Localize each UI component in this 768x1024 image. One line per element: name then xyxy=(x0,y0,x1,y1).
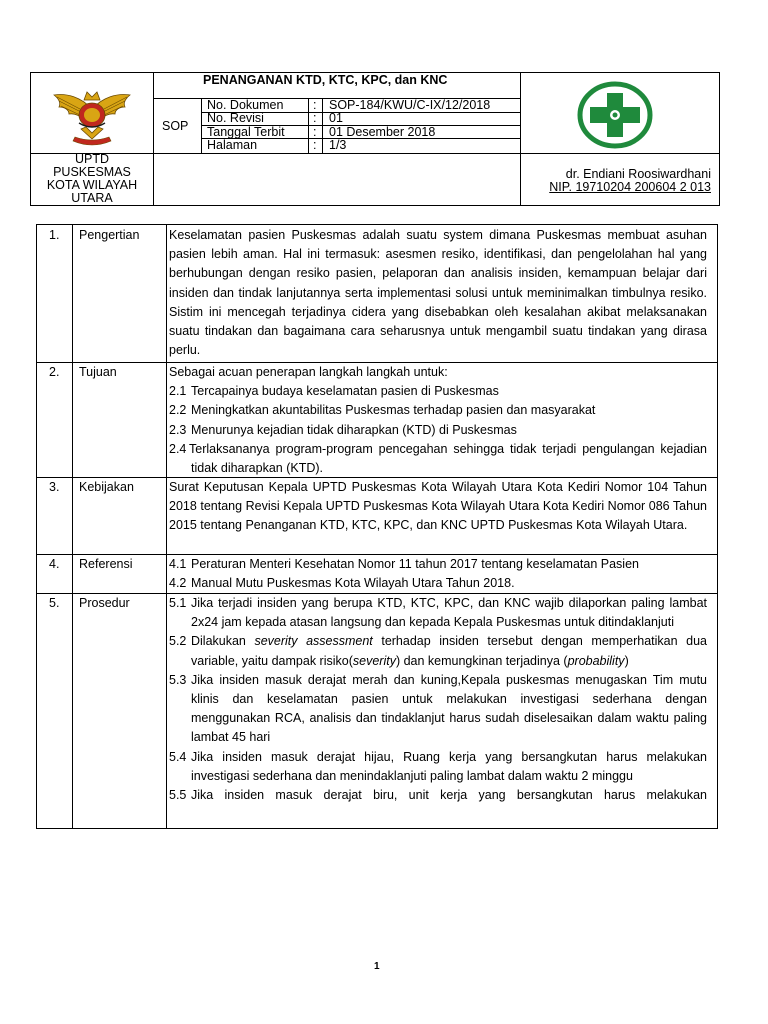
document-type: SOP xyxy=(162,119,189,133)
list-item: 5.4 Jika insiden masuk derajat hijau, Ruang kerja yang bersangkutan harus melakukan investigasi sederhana dan menindaklanjuti paling lambat dalam waktu 2 minggu xyxy=(169,749,707,783)
divider xyxy=(153,153,520,154)
unit-name: UPTD PUSKESMAS KOTA WILAYAH UTARA xyxy=(46,152,138,205)
page-number: 1 xyxy=(374,961,380,972)
section-tujuan: 2. Tujuan Sebagai acuan penerapan langkah langkah untuk: 2.1 Tercapainya budaya keselamatan pasien di Puskesmas 2.2 Meningkatkan akuntabilitas Puskesmas terhadap pasien dan masyarakat 2.3 Menurunya kejadian tidak diharapkan (KTD) di Puskesmas 2.4 Terlaksananya program-program pencegahan sehingga tidak terjadi pengulangan kejadian tidak diharapkan (KTD). xyxy=(37,362,717,477)
puskesmas-logo-icon xyxy=(577,81,653,149)
divider xyxy=(520,153,719,154)
section-title: Kebijakan xyxy=(79,480,134,494)
section-title: Prosedur xyxy=(79,596,130,610)
section-pengertian: 1. Pengertian Keselamatan pasien Puskesmas adalah suatu system dimana Puskesmas membuat asuhan pasien lebih aman. Hal ini termasuk: asesmen resiko, identifikasi, dan pengelolahan hal yang berhubungan dengan resiko pasien, pelaporan dan analisis insiden, kemampuan belajar dari insiden dan tindak lanjutannya serta implementasi solusi untuk meminimalkan timbulnya resiko. Sistim ini mencegah terjadinya cidera yang disebabkan oleh kesalahan akibat melaksanakan suatu tindakan dan bagaimana cara seharusnya untuk mengambil suatu tindakan yang dirasa perlu. xyxy=(37,225,717,362)
list-item: 5.1 Jika terjadi insiden yang berupa KTD, KTC, KPC, dan KNC wajib dilaporkan paling lambat 2x24 jam kepada atasan langsung dan kepada Kepala Puskesmas untuk ditindaklanjuti xyxy=(169,596,707,630)
list-item: 2.4 Terlaksananya program-program pencegahan sehingga tidak terjadi pengulangan kejadian tidak diharapkan (KTD). xyxy=(169,441,707,476)
list-item: 2.2 Meningkatkan akuntabilitas Puskesmas terhadap pasien dan masyarakat xyxy=(169,403,596,418)
document-title: PENANGANAN KTD, KTC, KPC, dan KNC xyxy=(203,73,448,87)
section-title: Pengertian xyxy=(79,228,140,242)
section-paragraph: Keselamatan pasien Puskesmas adalah suatu system dimana Puskesmas membuat asuhan pasien lebih aman. Hal ini termasuk: asesmen resiko, identifikasi, dan pengelolahan hal yang berhubungan dengan resiko pasien, pelaporan dan analisis insiden, kemampuan belajar dari insiden dan tindak lanjutannya serta implementasi solusi untuk meminimalkan timbulnya resiko. Sistim ini mencegah terjadinya cidera yang disebabkan oleh kesalahan akibat melaksanakan suatu tindakan dan bagaimana cara seharusnya untuk mengambil suatu tindakan yang dirasa perlu. xyxy=(169,228,707,358)
section-title: Referensi xyxy=(79,557,133,571)
list-item: 5.3 Jika insiden masuk derajat merah dan kuning,Kepala puskesmas menugaskan Tim mutu klinis dan keselamatan pasien untuk melakukan investigasi sederhana dengan menggunakan RCA, analisis dan tindaklanjut harus sudah diselesaikan dalam waktu paling lambat 45 hari xyxy=(169,672,707,745)
section-intro: Sebagai acuan penerapan langkah langkah untuk: xyxy=(169,365,448,379)
list-item: 2.3 Menurunya kejadian tidak diharapkan (KTD) di Puskesmas xyxy=(169,422,517,437)
list-item: 4.2 Manual Mutu Puskesmas Kota Wilayah Utara Tahun 2018. xyxy=(169,576,515,591)
section-kebijakan: 3. Kebijakan Surat Keputusan Kepala UPTD Puskesmas Kota Wilayah Utara Kota Kediri Nomor 104 Tahun 2018 tentang Revisi Kepala UPTD Puskesmas Kota Wilayah Utara Kota Kediri Nomor 086 Tahun 2015 tentang Penanganan KTD, KTC, KPC, dan KNC UPTD Puskesmas Kota Wilayah Utara. xyxy=(37,477,717,554)
list-item: 5.2 Dilakukan severity assessment terhadap insiden tersebut dengan memperhatikan dua variable, yaitu dampak risiko(severity) dan kemungkinan terjadinya (probability) xyxy=(169,634,707,668)
signatory-name: dr. Endiani Roosiwardhani xyxy=(565,167,711,181)
list-item: 2.1 Tercapainya budaya keselamatan pasien di Puskesmas xyxy=(169,384,499,399)
section-prosedur: 5. Prosedur 5.1 Jika terjadi insiden yang berupa KTD, KTC, KPC, dan KNC wajib dilaporkan paling lambat 2x24 jam kepada atasan langsung dan kepada Kepala Puskesmas untuk ditindaklanjuti 5.2 Dilakukan severity assessment terhadap insiden tersebut dengan memperhatikan dua variable, yaitu dampak risiko(severity) dan kemungkinan terjadinya (probability) 5.3 Jika insiden masuk derajat merah dan kuning,Kepala puskesmas menugaskan Tim mutu klinis dan keselamatan pasien untuk melakukan investigasi sederhana dengan menggunakan RCA, analisis dan tindaklanjut harus sudah diselesaikan dalam waktu paling lambat 45 hari 5.4 Jika insiden masuk derajat hijau, Ruang kerja yang bersangkutan harus melakukan investigasi sederhana dan menindaklanjuti paling lambat dalam waktu 2 minggu 5.5 Jika insiden masuk derajat biru, unit kerja yang bersangkutan harus melakukan xyxy=(37,593,717,829)
signatory xyxy=(521,168,711,194)
section-referensi: 4. Referensi 4.1 Peraturan Menteri Kesehatan Nomor 11 tahun 2017 tentang keselamatan Pasien 4.2 Manual Mutu Puskesmas Kota Wilayah Utara Tahun 2018. xyxy=(37,554,717,593)
list-item: 4.1 Peraturan Menteri Kesehatan Nomor 11 tahun 2017 tentang keselamatan Pasien xyxy=(169,557,639,571)
signatory-nip: NIP. 19710204 200604 2 013 xyxy=(549,180,711,194)
section-title: Tujuan xyxy=(79,365,117,379)
list-item: 5.5 Jika insiden masuk derajat biru, unit kerja yang bersangkutan harus melakukan xyxy=(169,788,707,803)
section-paragraph: Surat Keputusan Kepala UPTD Puskesmas Kota Wilayah Utara Kota Kediri Nomor 104 Tahun 2018 tentang Revisi Kepala UPTD Puskesmas Kota Wilayah Utara Kota Kediri Nomor 086 Tahun 2015 tentang Penanganan KTD, KTC, KPC, dan KNC UPTD Puskesmas Kota Wilayah Utara. xyxy=(169,480,707,533)
sop-content-table xyxy=(36,224,718,829)
document-header xyxy=(30,72,720,206)
document-meta: No. Dokumen : SOP-184/KWU/C-IX/12/2018 No. Revisi : 01 Tanggal Terbit : 01 Desember 2018 Halaman : 1/3 xyxy=(201,98,520,153)
